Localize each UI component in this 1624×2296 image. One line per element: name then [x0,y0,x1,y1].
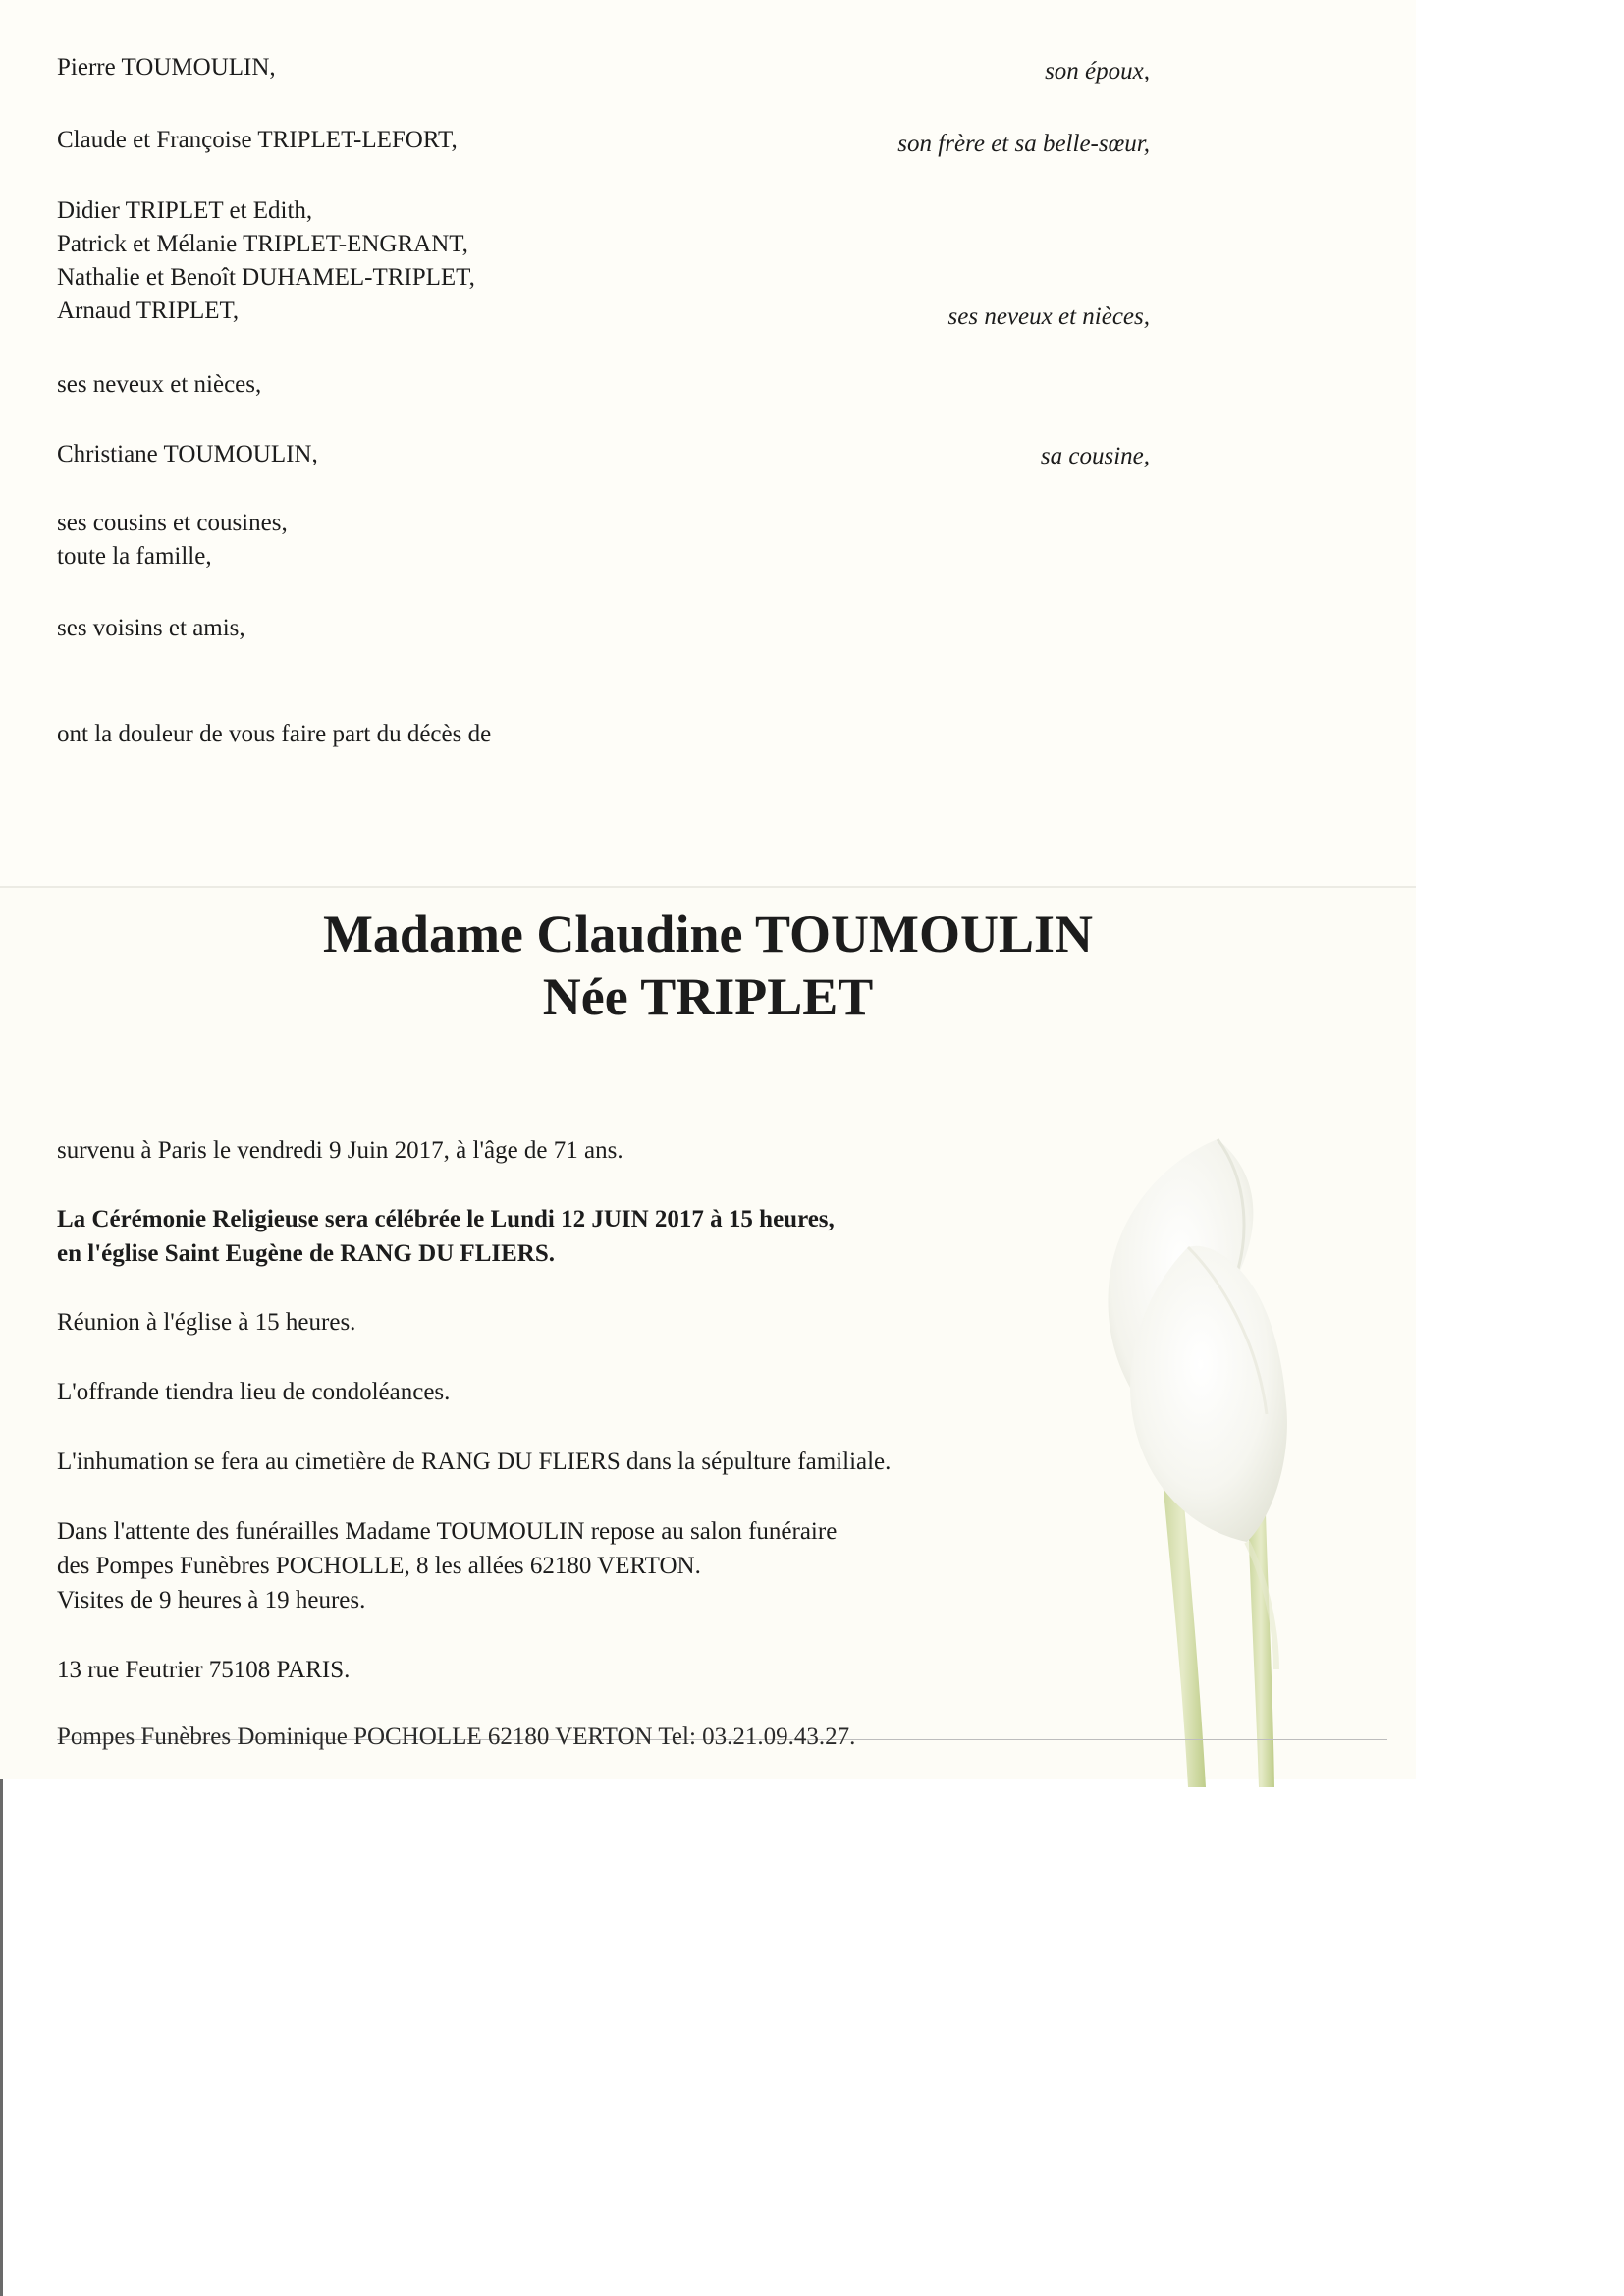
family-line: toute la famille, [57,543,212,570]
nephews-role: ses neveux et nièces, [947,303,1150,330]
nephew-line: Arnaud TRIPLET, [57,298,240,324]
funeral-home-footer: Pompes Funèbres Dominique POCHOLLE 62180 VERTON Tel: 03.21.09.43.27. [57,1723,856,1750]
meeting-info: Réunion à l'église à 15 heures. [57,1309,356,1336]
wake-line: des Pompes Funèbres POCHOLLE, 8 les allées 62180 VERTON. [57,1553,701,1579]
deceased-maiden-name: Née TRIPLET [542,967,874,1026]
announcement-text: ont la douleur de vous faire part du décès de [57,721,492,747]
deceased-name: Madame Claudine TOUMOULIN [322,904,1094,963]
scan-edge [0,1779,3,2296]
death-notice: survenu à Paris le vendredi 9 Juin 2017, à l'âge de 71 ans. [57,1137,623,1164]
calla-lily-illustration [1041,1120,1404,1787]
cousin-role: sa cousine, [1040,443,1150,469]
address: 13 rue Feutrier 75108 PARIS. [57,1657,351,1683]
ceremony-line: La Cérémonie Religieuse sera célébrée le Lundi 12 JUIN 2017 à 15 heures, [57,1206,835,1232]
offering-info: L'offrande tiendra lieu de condoléances. [57,1379,451,1405]
burial-info: L'inhumation se fera au cimetière de RANG DU FLIERS dans la sépulture familiale. [57,1449,892,1475]
cousins-line: ses cousins et cousines, [57,510,288,536]
cousin-name: Christiane TOUMOULIN, [57,441,318,467]
wake-line: Visites de 9 heures à 19 heures. [57,1587,366,1613]
ceremony-location: en l'église Saint Eugène de RANG DU FLIERS. [57,1240,555,1267]
wake-line: Dans l'attente des funérailles Madame TOUMOULIN repose au salon funéraire [57,1518,838,1545]
nephew-line: Patrick et Mélanie TRIPLET-ENGRANT, [57,231,468,257]
nephews-line: ses neveux et nièces, [57,371,262,398]
husband-role: son époux, [1045,58,1150,84]
sibling-role: son frère et sa belle-sœur, [897,131,1150,157]
friends-line: ses voisins et amis, [57,615,245,641]
husband-name: Pierre TOUMOULIN, [57,54,276,81]
fold-line [0,886,1416,888]
sibling-name: Claude et Françoise TRIPLET-LEFORT, [57,127,458,153]
nephew-line: Nathalie et Benoît DUHAMEL-TRIPLET, [57,264,475,291]
nephew-line: Didier TRIPLET et Edith, [57,197,313,224]
